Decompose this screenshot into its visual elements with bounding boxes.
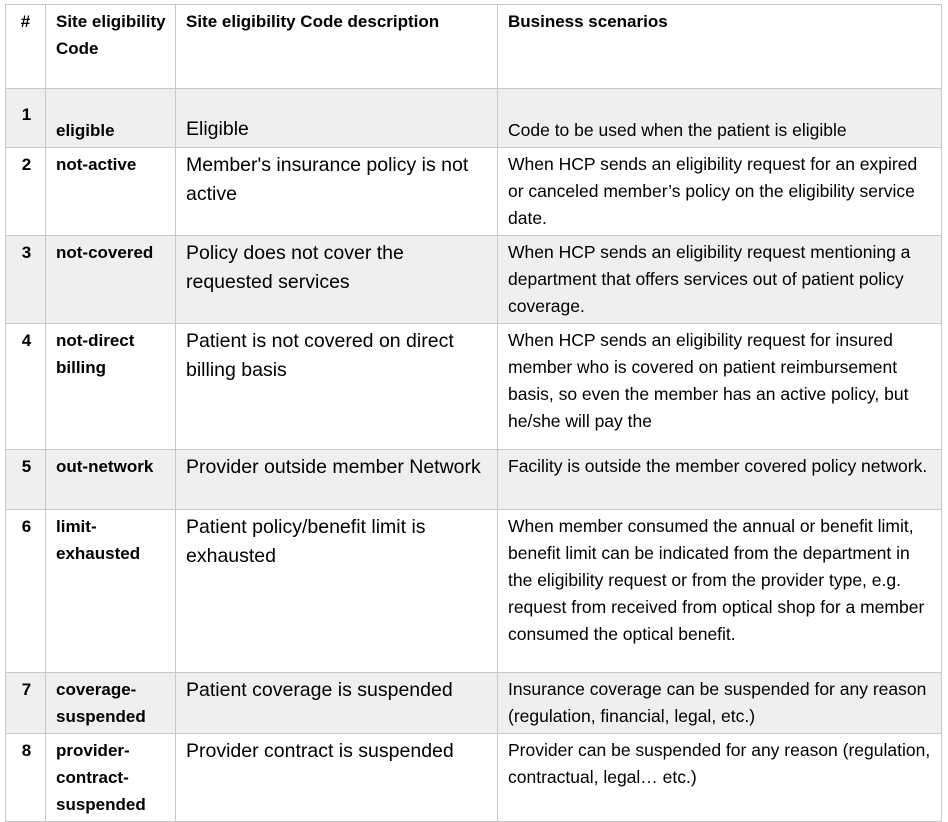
business-scenario: When HCP sends an eligibility request for insured member who is covered on patient reimbursement basis, so even the member has an active policy, but he/she will pay the: [498, 324, 942, 450]
business-scenario: Insurance coverage can be suspended for any reason (regulation, financial, legal, etc.): [498, 673, 942, 734]
code-description: Patient is not covered on direct billing basis: [176, 324, 498, 450]
business-scenario: When member consumed the annual or benefit limit, benefit limit can be indicated from the department in the eligibility request or from the provider type, e.g. request from received from optical shop for a member consumed the optical benefit.: [498, 510, 942, 673]
table-row: [6, 236, 942, 324]
table-row: [6, 734, 942, 822]
table-row: [6, 673, 942, 734]
code-description: Member's insurance policy is not active: [176, 148, 498, 236]
eligibility-code: not-active: [46, 148, 176, 236]
row-number: 3: [6, 236, 46, 324]
table-row: [6, 450, 942, 510]
code-description: Patient policy/benefit limit is exhausted: [176, 510, 498, 673]
table-row: [6, 324, 942, 450]
business-scenario: Code to be used when the patient is eligible: [498, 89, 942, 148]
code-description: Provider outside member Network: [176, 450, 498, 510]
header-number: #: [6, 5, 46, 89]
business-scenario: When HCP sends an eligibility request mentioning a department that offers services out of patient policy coverage.: [498, 236, 942, 324]
table-row: [6, 89, 942, 148]
row-number: 8: [6, 734, 46, 822]
header-code: Site eligibility Code: [46, 5, 176, 89]
eligibility-code: limit-exhausted: [46, 510, 176, 673]
table-row: [6, 510, 942, 673]
business-scenario: When HCP sends an eligibility request for an expired or canceled member’s policy on the eligibility service date.: [498, 148, 942, 236]
eligibility-code: out-network: [46, 450, 176, 510]
header-description: Site eligibility Code description: [176, 5, 498, 89]
row-number: 4: [6, 324, 46, 450]
eligibility-code: not-direct billing: [46, 324, 176, 450]
eligibility-codes-table: [5, 4, 942, 822]
row-number: 6: [6, 510, 46, 673]
code-description: Eligible: [176, 89, 498, 148]
table-row: [6, 148, 942, 236]
code-description: Provider contract is suspended: [176, 734, 498, 822]
eligibility-code: coverage-suspended: [46, 673, 176, 734]
code-description: Patient coverage is suspended: [176, 673, 498, 734]
business-scenario: Facility is outside the member covered policy network.: [498, 450, 942, 510]
eligibility-code: not-covered: [46, 236, 176, 324]
header-business-scenarios: Business scenarios: [498, 5, 942, 89]
business-scenario: Provider can be suspended for any reason (regulation, contractual, legal… etc.): [498, 734, 942, 822]
row-number: 5: [6, 450, 46, 510]
row-number: 2: [6, 148, 46, 236]
code-description: Policy does not cover the requested services: [176, 236, 498, 324]
eligibility-code: eligible: [46, 89, 176, 148]
row-number: 7: [6, 673, 46, 734]
row-number: 1: [6, 89, 46, 148]
header-row: [6, 5, 942, 89]
eligibility-code: provider-contract-suspended: [46, 734, 176, 822]
